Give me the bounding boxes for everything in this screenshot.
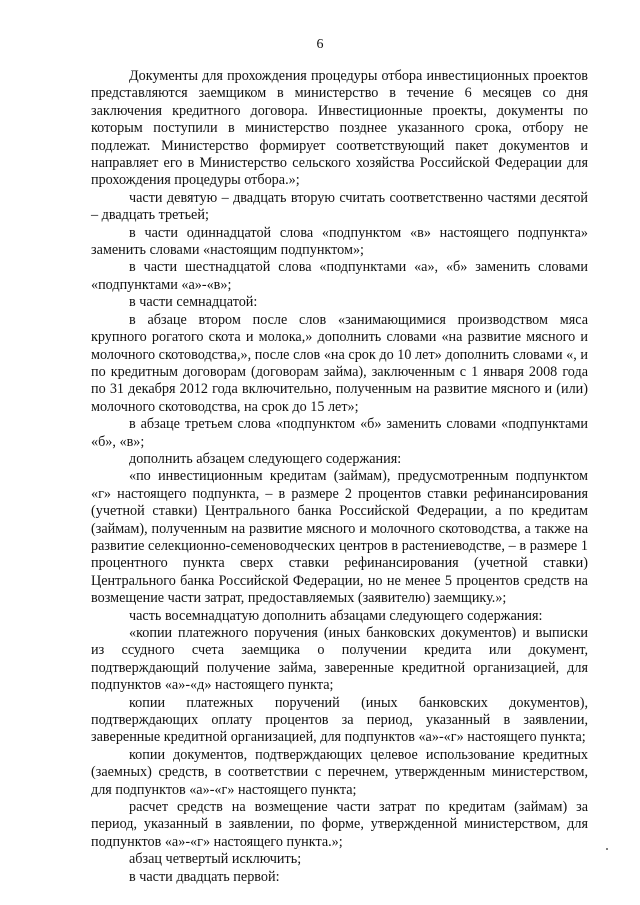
paragraph: в абзаце втором после слов «занимающимися производством мяса крупного рогатого скота и молока,» дополнить словами «на развитие мясного и молочного скотоводства,», после слов «на срок до 10 лет» дополнить словами «, и по кредитным договорам (договорам займа), заключенным с 1 января 2008 года по 31 декабря 2012 года включительно, полученным на развитие мясного и (или) молочного скотоводства, на срок до 15 лет»; bbox=[91, 311, 588, 415]
paragraph: Документы для прохождения процедуры отбора инвестиционных проектов представляются заемщиком в министерство в течение 6 месяцев со дня заключения кредитного договора. Инвестиционные проекты, документы по которым поступили в министерство позднее указанного срока, отбору не подлежат. Министерство формирует соответствующий пакет документов и направляет его в Министерство сельского хозяйства Российской Федерации для прохождения процедуры отбора.»; bbox=[91, 68, 588, 189]
paragraph: расчет средств на возмещение части затрат по кредитам (займам) за период, указанный в заявлении, по форме, утвержденной министерством, для подпунктов «а»-«г» настоящего пункта.»; bbox=[91, 799, 588, 850]
paragraph: в части семнадцатой: bbox=[129, 294, 258, 311]
paragraph: в абзаце третьем слова «подпунктом «б» заменить словами «подпунктами «б», «в»; bbox=[91, 416, 588, 450]
paragraph: части девятую – двадцать вторую считать соответственно частями десятой – двадцать третьей; bbox=[91, 189, 588, 224]
paragraph: «по инвестиционным кредитам (займам), предусмотренным подпунктом «г» настоящего подпункта, – в размере 2 процентов ставки рефинансирования (учетной ставки) Центрального банка Российской Федерации, а по кредитам (займам), полученным на развитие мясного и молочного скотоводства, а также на развитие селекционно-семеноводческих центров в растениеводстве, – в размере 1 процентного пункта сверх ставки рефинансирования (учетной ставки) Центрального банка Российской Федерации, но не менее 5 процентов средств на возмещение части затрат, предоставляемых (заявителю) заемщику.»; bbox=[91, 468, 588, 607]
paragraph: в части одиннадцатой слова «подпунктом «в» настоящего подпункта» заменить словами «настоящим подпунктом»; bbox=[91, 224, 588, 259]
page-number: 6 bbox=[316, 37, 324, 52]
paragraph: часть восемнадцатую дополнить абзацами следующего содержания: bbox=[129, 607, 543, 624]
document-body bbox=[91, 68, 588, 886]
paragraph: абзац четвертый исключить; bbox=[129, 851, 302, 868]
paragraph: в части шестнадцатой слова «подпунктами «а», «б» заменить словами «подпунктами «а»-«в»; bbox=[91, 259, 588, 293]
scan-speck bbox=[606, 848, 608, 850]
paragraph: «копии платежного поручения (иных банковских документов) и выписки из ссудного счета заемщика о получении кредита или документ, подтверждающий получение займа, заверенные кредитной организацией, для подпунктов «а»-«д» настоящего пункта; bbox=[91, 625, 588, 694]
paragraph: копии платежных поручений (иных банковских документов), подтверждающих оплату процентов за период, указанный в заявлении, заверенные кредитной организацией, для подпунктов «а»-«г» настоящего пункта; bbox=[91, 694, 588, 746]
paragraph: дополнить абзацем следующего содержания: bbox=[129, 450, 402, 467]
paragraph: копии документов, подтверждающих целевое использование кредитных (заемных) средств, в соответствии с перечнем, утвержденным министерством, для подпунктов «а»-«г» настоящего пункта; bbox=[91, 746, 588, 798]
paragraph: в части двадцать первой: bbox=[129, 868, 280, 885]
